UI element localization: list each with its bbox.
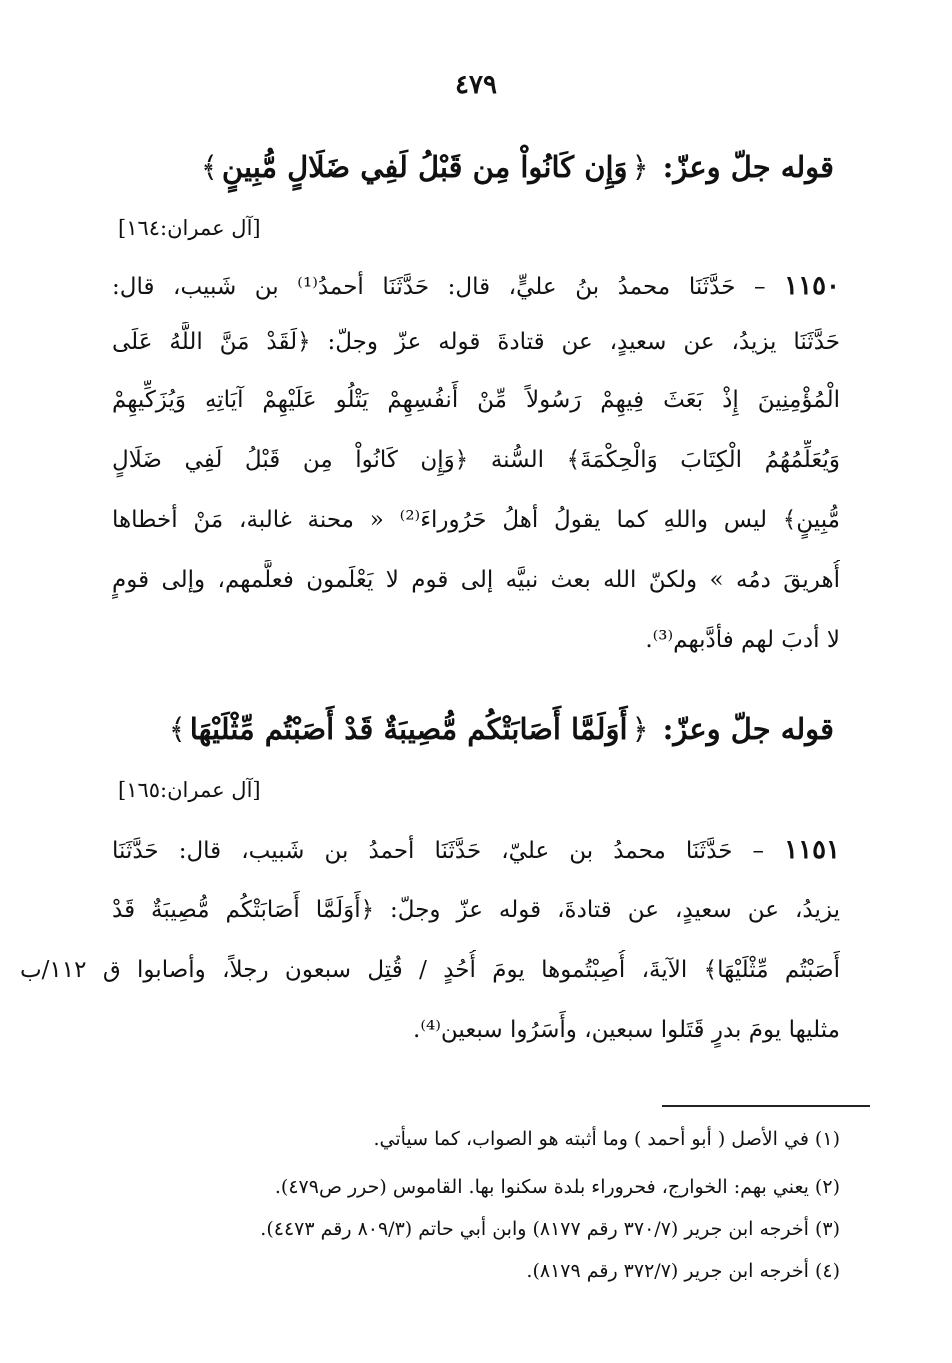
hadith-1150-line-4: وَيُعَلِّمُهُمُ الْكِتَابَ وَالْحِكْمَةَ﴾ السُّنة ﴿وَإِن كَانُواْ مِن قَبْلُ لَفِي ضَلَالٍ bbox=[112, 447, 840, 473]
hadith-text: – حَدَّثَنَا محمدُ بن عليّ، حَدَّثَنَا أحمدُ بن شَبيب، قال: حَدَّثَنَا bbox=[112, 838, 765, 864]
footnote-separator bbox=[662, 1105, 870, 1107]
hadith-1150-line-5: مُّبِينٍ﴾ ليس واللهِ كما يقولُ أهلُ حَرُوراءَ⁽²⁾ « محنة غالبة، مَنْ أخطاها bbox=[112, 507, 840, 533]
hadith-number: ١١٥١ bbox=[784, 835, 840, 865]
footnote-4: (٤) أخرجه ابن جرير (٣٧٢/٧ رقم ٨١٧٩). bbox=[526, 1260, 840, 1282]
footnote-1: (١) في الأصل ( أبو أحمد ) وما أثبته هو الصواب، كما سيأتي. bbox=[373, 1128, 840, 1150]
section-heading-1 bbox=[110, 150, 834, 184]
hadith-1150-line-2: حَدَّثَنَا يزيدُ، عن سعيدٍ، عن قتادةَ قوله عزّ وجلّ: ﴿لَقَدْ مَنَّ اللَّهُ عَلَى bbox=[112, 329, 840, 355]
page-number: ٤٧٩ bbox=[455, 70, 497, 100]
heading-verse: وَإِن كَانُواْ مِن قَبْلُ لَفِي ضَلَالٍ مُّبِينٍ bbox=[221, 150, 628, 184]
verse-reference-1: [آل عمران:١٦٤] bbox=[118, 216, 261, 240]
footnote-3: (٣) أخرجه ابن جرير (٣٧٠/٧ رقم ٨١٧٧) وابن أبي حاتم (٨٠٩/٣ رقم ٤٤٧٣). bbox=[260, 1218, 840, 1240]
hadith-1150-line-6: أُهريقَ دمُه » ولكنّ الله بعث نبيَّه إلى قوم لا يَعْلَمون فعلَّمهم، وإلى قومٍ bbox=[112, 567, 840, 593]
hadith-text: – حَدَّثَنَا محمدُ بنُ عليٍّ، قال: حَدَّثَنَا أحمدُ⁽¹⁾ بن شَبيب، قال: bbox=[112, 274, 766, 300]
ornate-bracket-open: ﴿ bbox=[631, 712, 649, 746]
hadith-1151-line-2: يزيدُ، عن سعيدٍ، عن قتادةَ، قوله عزّ وجلّ: ﴿أَوَلَمَّا أَصَابَتْكُم مُّصِيبَةٌ قَدْ bbox=[112, 897, 840, 923]
hadith-1151-line-1 bbox=[112, 830, 840, 870]
heading-intro: قوله جلّ وعزّ: bbox=[662, 150, 834, 184]
ornate-bracket-close: ﴾ bbox=[200, 150, 218, 184]
footnote-2: (٢) يعني بهم: الخوارج، فحروراء بلدة سكنوا بها. القاموس (حرر ص٤٧٩). bbox=[274, 1176, 840, 1198]
hadith-1150-line-3: الْمُؤْمِنِينَ إِذْ بَعَثَ فِيهِمْ رَسُولاً مِّنْ أَنفُسِهِمْ يَتْلُو عَلَيْهِمْ آيَاتِهِ وَيُزَكِّيهِمْ bbox=[112, 387, 840, 413]
ornate-bracket-open: ﴿ bbox=[631, 150, 649, 184]
verse-reference-2: [آل عمران:١٦٥] bbox=[118, 778, 261, 802]
hadith-number: ١١٥٠ bbox=[784, 271, 840, 301]
heading-intro: قوله جلّ وعزّ: bbox=[662, 712, 834, 746]
hadith-1151-line-3: أَصَبْتُم مِّثْلَيْهَا﴾ الآيةَ، أُصِبْتُموها يومَ أُحُدٍ / قُتِل سبعون رجلاً، وأصابوا ق ١١٢/ب bbox=[20, 957, 840, 983]
heading-verse: أَوَلَمَّا أَصَابَتْكُم مُّصِيبَةٌ قَدْ أَصَبْتُم مِّثْلَيْهَا bbox=[189, 712, 628, 746]
hadith-1151-line-4: مثليها يومَ بدرٍ قَتَلوا سبعين، وأَسَرُوا سبعين⁽⁴⁾. bbox=[413, 1017, 840, 1043]
section-heading-2 bbox=[110, 712, 834, 746]
ornate-bracket-close: ﴾ bbox=[168, 712, 186, 746]
hadith-1150-line-7: لا أدبَ لهم فأدَّبهم⁽³⁾. bbox=[645, 627, 840, 653]
hadith-1150-line-1 bbox=[112, 266, 840, 306]
